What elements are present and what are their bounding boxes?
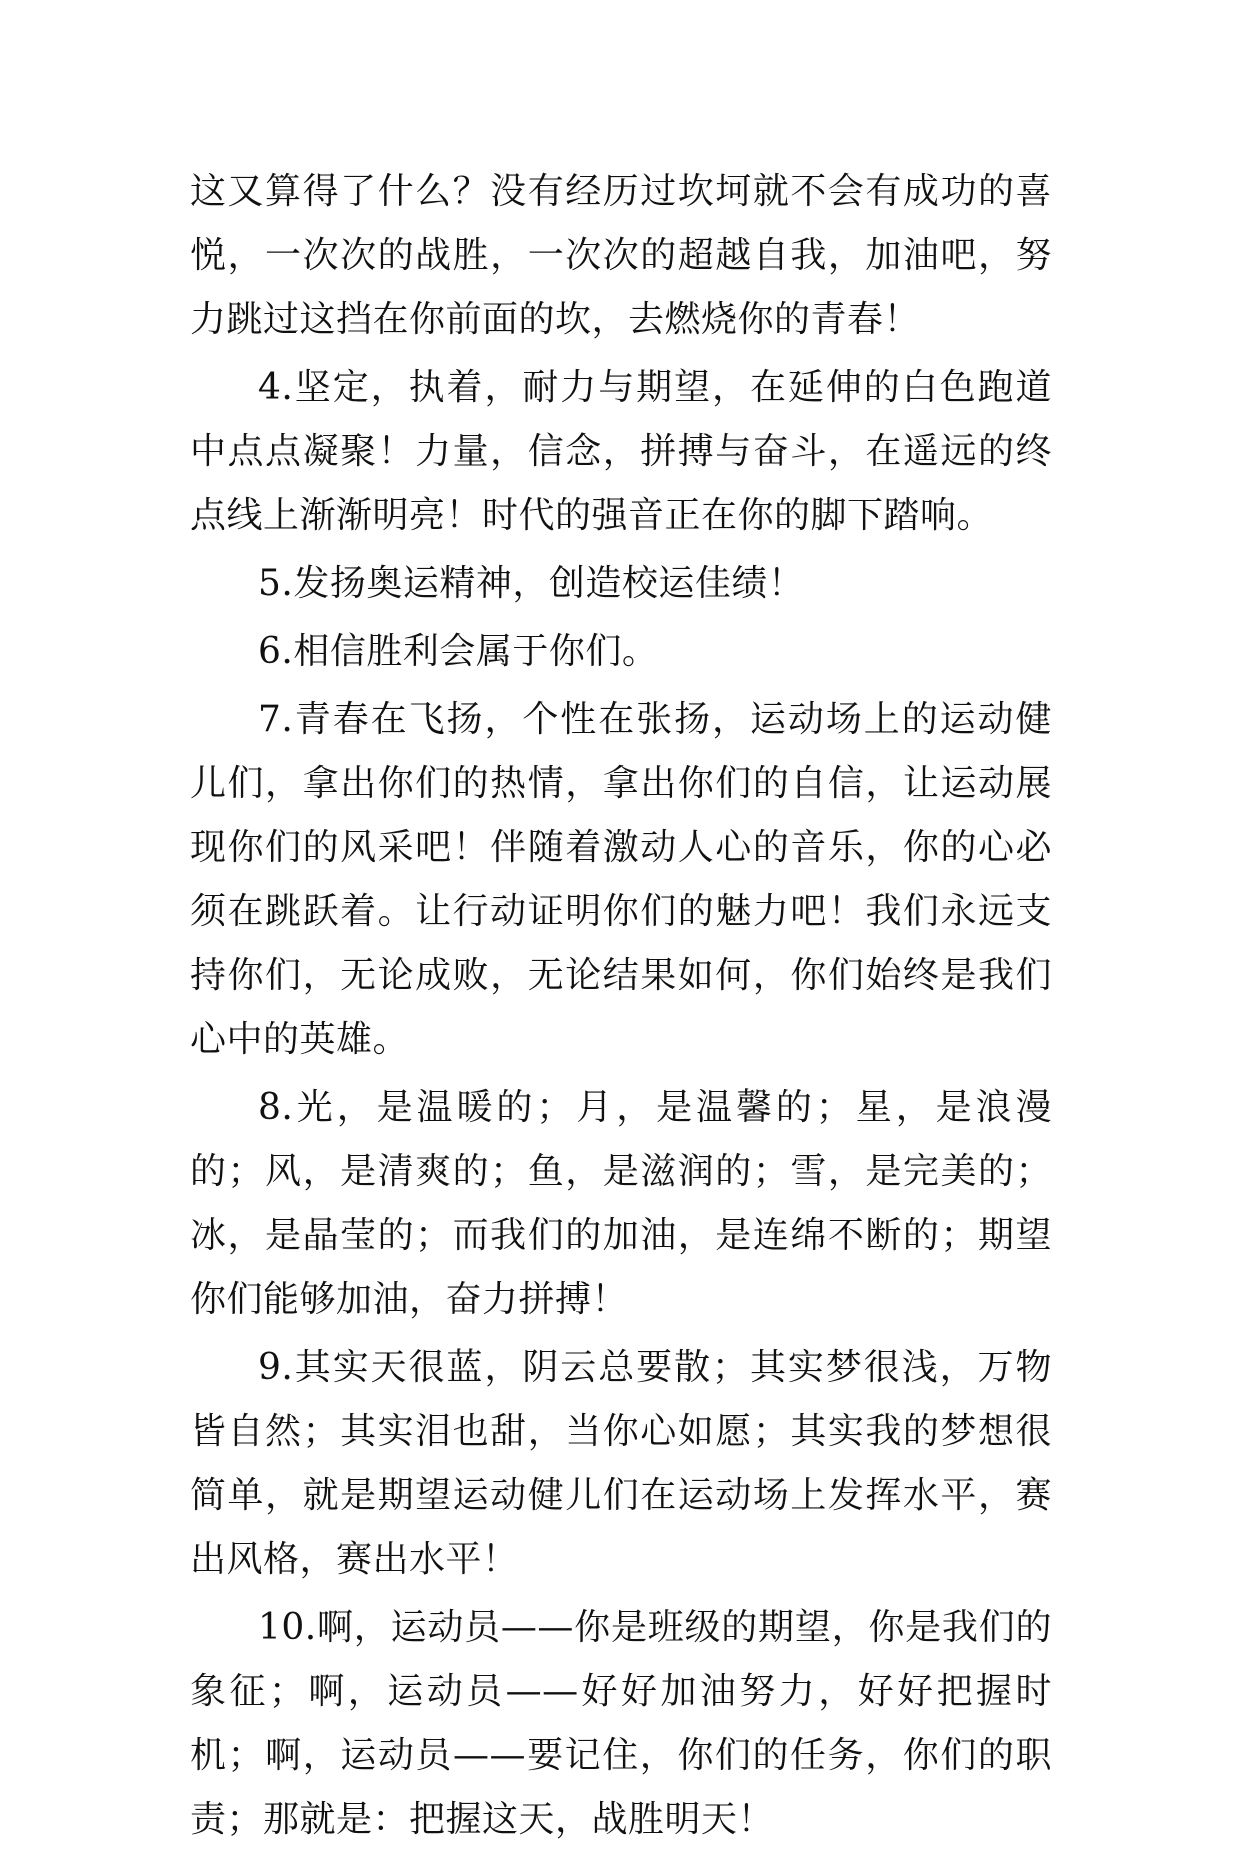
paragraph-item-6: 6.相信胜利会属于你们。 [258, 631, 659, 672]
paragraph-item-8: 8.光，是温暖的；月，是温馨的；星，是浪漫的；风，是清爽的；鱼，是滋润的；雪，是完美的；冰，是晶莹的；而我们的加油，是连绵不断的；期望你们能够加油，奋力拼搏！ [190, 1087, 1052, 1320]
paragraph-continuation: 这又算得了什么？没有经历过坎坷就不会有成功的喜悦，一次次的战胜，一次次的超越自我，加油吧，努力跳过这挡在你前面的坎，去燃烧你的青春！ [190, 171, 1052, 340]
document-body [190, 160, 1052, 1856]
paragraph-item-9: 9.其实天很蓝，阴云总要散；其实梦很浅，万物皆自然；其实泪也甜，当你心如愿；其实我的梦想很简单，就是期望运动健儿们在运动场上发挥水平，赛出风格，赛出水平！ [190, 1347, 1052, 1580]
paragraph-item-10: 10.啊，运动员——你是班级的期望，你是我们的象征；啊，运动员——好好加油努力，好好把握时机；啊，运动员——要记住，你们的任务，你们的职责；那就是：把握这天，战胜明天！ [190, 1607, 1052, 1840]
paragraph-item-5: 5.发扬奥运精神，创造校运佳绩！ [258, 563, 805, 604]
paragraph-item-7: 7.青春在飞扬，个性在张扬，运动场上的运动健儿们，拿出你们的热情，拿出你们的自信，让运动展现你们的风采吧！伴随着激动人心的音乐，你的心必须在跳跃着。让行动证明你们的魅力吧！我们永远支持你们，无论成败，无论结果如何，你们始终是我们心中的英雄。 [190, 699, 1052, 1060]
paragraph-item-4: 4.坚定，执着，耐力与期望，在延伸的白色跑道中点点凝聚！力量，信念，拼搏与奋斗，在遥远的终点线上渐渐明亮！时代的强音正在你的脚下踏响。 [190, 367, 1052, 536]
